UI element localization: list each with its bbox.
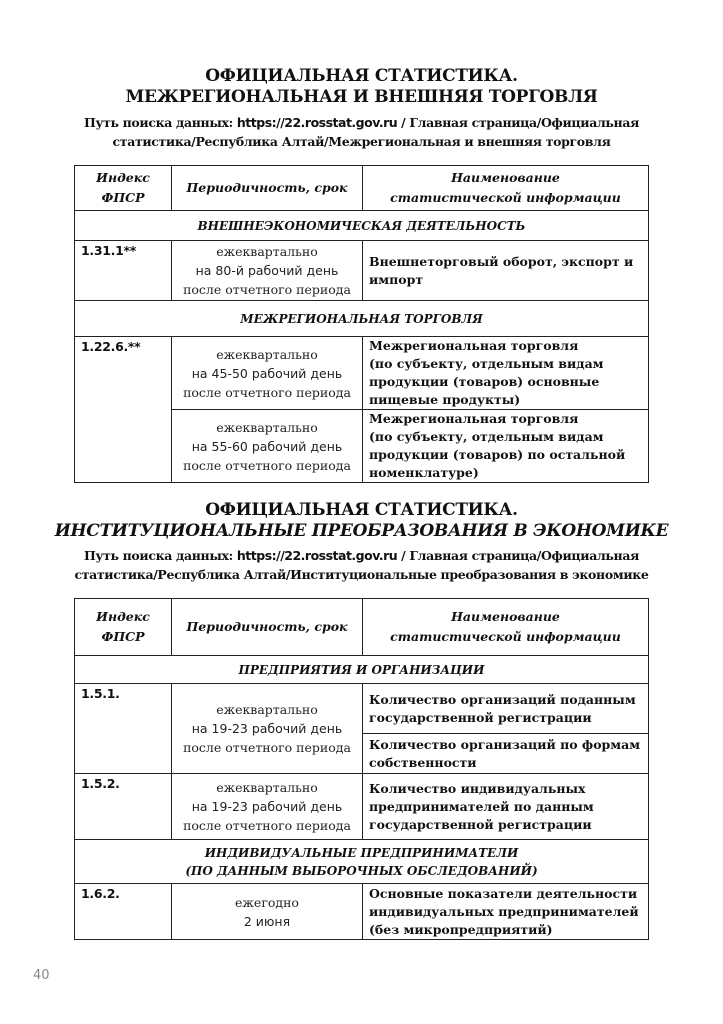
name-line: государственной регистрации (369, 816, 592, 832)
name-line: Внешнеторговый оборот, экспорт и (369, 253, 634, 269)
index-cell: 1.31.1** (75, 241, 172, 301)
section1-data-path (0, 113, 723, 151)
section1-title (0, 66, 723, 108)
name-line: Количество организаций поданным (369, 691, 636, 707)
period-line: на 19-23 рабочий день (191, 799, 343, 814)
name-line: Основные показатели деятельности (369, 885, 638, 901)
period-line: ежегодно (235, 894, 299, 910)
path-url-link[interactable]: https://22.rosstat.gov.ru (236, 115, 398, 130)
section2-title-line2: ИНСТИТУЦИОНАЛЬНЫЕ ПРЕОБРАЗОВАНИЯ В ЭКОНОМИКЕ (54, 521, 669, 541)
header-index-line2: ФПСР (101, 629, 145, 644)
path-prefix: Путь поиска данных: (83, 548, 237, 563)
header-index-line1: Индекс (96, 609, 150, 624)
period-line: на 55-60 рабочий день (191, 438, 343, 454)
header-name-line1: Наименование (451, 609, 560, 624)
period-line: ежеквартально (216, 346, 318, 362)
header-period: Периодичность, срок (172, 599, 363, 656)
header-name-line2: статистической информации (390, 629, 621, 644)
group-title-line: (ПО ДАННЫМ ВЫБОРОЧНЫХ ОБСЛЕДОВАНИЙ) (185, 863, 538, 878)
section-row (75, 301, 649, 337)
period-line: 2 июня (243, 913, 291, 929)
period-line: ежеквартально (216, 780, 318, 795)
section-row (75, 211, 649, 241)
period-line: после отчетного периода (183, 457, 351, 473)
path-url-link[interactable]: https://22.rosstat.gov.ru (236, 548, 398, 563)
period-line: после отчетного периода (183, 740, 351, 755)
name-cell (363, 684, 649, 734)
section1-title-line2: МЕЖРЕГИОНАЛЬНАЯ И ВНЕШНЯЯ ТОРГОВЛЯ (125, 87, 598, 107)
name-line: (по субъекту, отдельным видам (369, 429, 604, 444)
section2-title-line1: ОФИЦИАЛЬНАЯ СТАТИСТИКА. (205, 500, 518, 520)
group-title-enterprises: ПРЕДПРИЯТИЯ И ОРГАНИЗАЦИИ (75, 656, 649, 684)
period-line: ежеквартально (216, 244, 318, 259)
table-row (75, 684, 649, 734)
path-prefix: Путь поиска данных: (83, 115, 237, 130)
name-line: Количество организаций по формам (369, 736, 641, 752)
name-cell (363, 337, 649, 410)
section1-path-line2: статистика/Республика Алтай/Межрегиональная и внешняя торговля (112, 134, 611, 149)
table-row (75, 241, 649, 301)
name-line: пищевые продукты) (369, 392, 521, 407)
header-index (75, 166, 172, 211)
name-line: государственной регистрации (369, 709, 592, 725)
header-name (363, 599, 649, 656)
name-cell (363, 241, 649, 301)
period-line: после отчетного периода (183, 282, 351, 297)
period-line: после отчетного периода (183, 384, 351, 400)
group-title-individual-entrepreneurs (75, 840, 649, 884)
name-line: Межрегиональная торговля (369, 338, 579, 353)
name-line: собственности (369, 754, 477, 770)
name-line: предпринимателей по данным (369, 798, 594, 814)
table-header-row (75, 599, 649, 656)
table-row (75, 884, 649, 940)
name-cell (363, 734, 649, 774)
header-name-line2: статистической информации (390, 190, 621, 205)
header-index (75, 599, 172, 656)
name-line: Количество индивидуальных (369, 780, 586, 796)
name-cell (363, 774, 649, 840)
period-cell (172, 884, 363, 940)
section-row (75, 840, 649, 884)
period-line: на 80-й рабочий день (195, 263, 339, 278)
header-index-line2: ФПСР (101, 190, 145, 205)
name-line: индивидуальных предпринимателей (369, 903, 639, 919)
table-institutional-transformations (74, 598, 649, 940)
period-cell (172, 337, 363, 410)
group-title-line: ИНДИВИДУАЛЬНЫЕ ПРЕДПРИНИМАТЕЛИ (204, 845, 519, 860)
index-cell: 1.5.2. (75, 774, 172, 840)
period-cell (172, 410, 363, 483)
period-line: после отчетного периода (183, 818, 351, 833)
header-name (363, 166, 649, 211)
section-row (75, 656, 649, 684)
group-title-foreign-economic: ВНЕШНЕЭКОНОМИЧЕСКАЯ ДЕЯТЕЛЬНОСТЬ (75, 211, 649, 241)
table-header-row (75, 166, 649, 211)
index-cell: 1.5.1. (75, 684, 172, 774)
header-period: Периодичность, срок (172, 166, 363, 211)
header-name-line1: Наименование (451, 170, 560, 185)
table-foreign-interregional-trade (74, 165, 649, 483)
table-row (75, 337, 649, 410)
name-line: продукции (товаров) по остальной (369, 447, 626, 462)
index-cell: 1.6.2. (75, 884, 172, 940)
name-line: Межрегиональная торговля (369, 411, 579, 426)
section2-data-path (0, 546, 723, 584)
name-line: продукции (товаров) основные (369, 374, 600, 389)
period-line: на 19-23 рабочий день (191, 721, 343, 736)
name-line: номенклатуре) (369, 465, 479, 480)
period-line: ежеквартально (216, 702, 318, 717)
name-line: (по субъекту, отдельным видам (369, 356, 604, 371)
table-row (75, 774, 649, 840)
group-title-interregional: МЕЖРЕГИОНАЛЬНАЯ ТОРГОВЛЯ (75, 301, 649, 337)
period-line: ежеквартально (216, 419, 318, 435)
period-cell (172, 241, 363, 301)
section2-path-line2: статистика/Республика Алтай/Институциональные преобразования в экономике (74, 567, 649, 582)
index-cell: 1.22.6.** (75, 337, 172, 483)
name-line: (без микропредприятий) (369, 921, 553, 937)
section1-title-line1: ОФИЦИАЛЬНАЯ СТАТИСТИКА. (205, 66, 518, 86)
path-rest: / Главная страница/Официальная (397, 548, 639, 563)
name-cell (363, 884, 649, 940)
period-cell (172, 684, 363, 774)
period-line: на 45-50 рабочий день (191, 365, 343, 381)
name-line: импорт (369, 271, 424, 287)
section2-title (0, 500, 723, 542)
page-number: 40 (33, 968, 50, 983)
section1-path-line1 (0, 113, 723, 132)
header-index-line1: Индекс (96, 170, 150, 185)
name-cell (363, 410, 649, 483)
period-cell (172, 774, 363, 840)
section2-path-line1 (0, 546, 723, 565)
path-rest: / Главная страница/Официальная (397, 115, 639, 130)
